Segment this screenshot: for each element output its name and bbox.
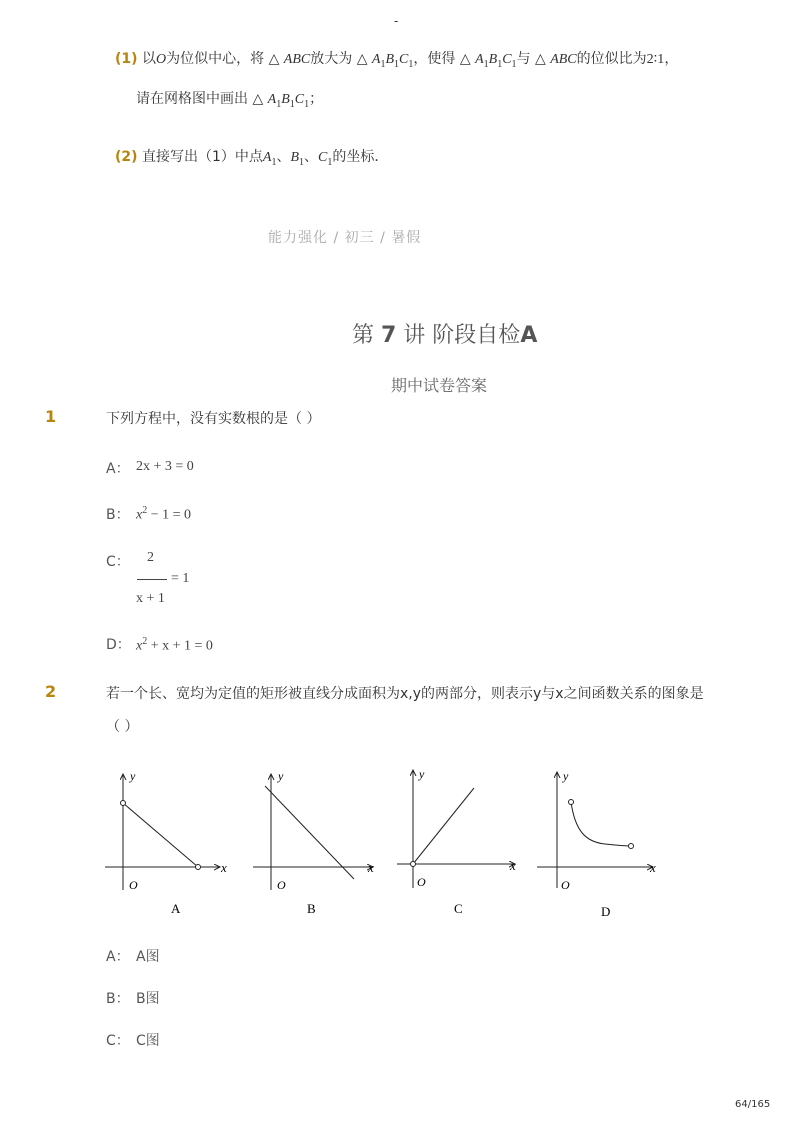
- part1-label: (1): [115, 51, 138, 67]
- sub-1: 1: [380, 58, 386, 70]
- part1-line1: [115, 48, 678, 70]
- open-point: [121, 801, 126, 806]
- part1-text-b: 为位似中心，将 △: [166, 51, 284, 67]
- point-a1: A: [267, 92, 277, 107]
- x-label: x: [221, 860, 227, 875]
- part1-text-f: 的位似比为: [576, 51, 647, 67]
- course-breadcrumb: 能力强化 / 初三 / 暑假: [268, 230, 422, 246]
- open-point: [196, 865, 201, 870]
- question-number: 1: [45, 407, 57, 426]
- point-a1: A: [475, 52, 484, 67]
- y-label: y: [130, 769, 136, 783]
- point-b1: B: [488, 52, 498, 67]
- open-point: [569, 800, 574, 805]
- math-rest: − 1 = 0: [147, 507, 192, 523]
- sub-1: 1: [327, 156, 333, 168]
- sub-1: 1: [299, 156, 305, 168]
- lecture-title-main: 讲 阶段自检: [396, 323, 521, 348]
- option-label: B：: [106, 991, 130, 1007]
- ratio: 2∶1: [646, 52, 665, 67]
- triangle-abc: ABC: [550, 52, 577, 67]
- sub-1: 1: [408, 58, 414, 70]
- graph-caption: B: [307, 901, 316, 916]
- origin-label: O: [561, 878, 570, 892]
- point-b1: B: [281, 92, 290, 107]
- origin-label: O: [277, 878, 286, 892]
- sub-1: 1: [304, 98, 310, 110]
- page-number: 64/165: [735, 1099, 771, 1110]
- option-label: B：: [106, 507, 130, 523]
- graph-curve: [571, 802, 631, 846]
- triangle-abc: ABC: [283, 52, 311, 67]
- question-stem: 下列方程中，没有实数根的是（ ）: [106, 411, 321, 427]
- x-label: x: [368, 860, 374, 875]
- part1-text-d: ，使得 △: [413, 51, 476, 67]
- x-label: x: [650, 860, 656, 875]
- question-number: 2: [45, 682, 57, 701]
- part1-text-line2-end: ；: [309, 91, 324, 107]
- part1-line2: [136, 88, 323, 110]
- graph-a: [105, 769, 227, 916]
- part1-text-line2: 请在网格图中画出 △: [136, 91, 268, 107]
- option-label: D：: [106, 637, 131, 653]
- point-c1: C: [399, 52, 409, 67]
- math-var: x: [136, 507, 143, 523]
- origin-label: O: [417, 875, 426, 889]
- sub-1: 1: [394, 58, 400, 70]
- option-label: C：: [106, 554, 130, 570]
- fraction-numerator: 2: [147, 550, 154, 565]
- part1-text-e: 与 △: [516, 51, 551, 67]
- part2-label: (2): [115, 149, 138, 165]
- sub-1: 1: [276, 98, 282, 110]
- question-stem-line1: 若一个长、宽均为定值的矩形被直线分成面积为x,y的两部分，则表示y与x之间函数关系的图象是: [106, 686, 704, 702]
- math-exp: 2: [142, 636, 148, 647]
- part1-text-g: ，: [664, 51, 679, 67]
- part2-text-b: 的坐标．: [332, 149, 389, 165]
- y-label: y: [278, 769, 284, 783]
- fraction-denominator: x + 1: [136, 591, 165, 606]
- graph-line: [265, 786, 354, 879]
- graph-caption: A: [171, 901, 181, 916]
- option-text: A图: [136, 949, 160, 965]
- origin-label: O: [129, 878, 138, 892]
- graph-caption: D: [601, 904, 611, 919]
- graph-d: [537, 769, 656, 919]
- option-label: A：: [106, 949, 130, 965]
- sub-1: 1: [483, 58, 489, 70]
- point-c1: C: [318, 150, 328, 165]
- sub-1: 1: [271, 156, 277, 168]
- separator: 、: [276, 149, 291, 165]
- graph-caption: C: [454, 901, 463, 916]
- y-label: y: [419, 767, 425, 781]
- point-o: O: [156, 52, 167, 67]
- top-mark: -: [394, 14, 399, 28]
- point-b1: B: [385, 52, 395, 67]
- y-label: y: [563, 769, 569, 783]
- lecture-number: 7: [381, 323, 397, 348]
- open-point: [629, 844, 634, 849]
- part2-text-a: 直接写出（1）中点: [142, 149, 263, 165]
- part1-text-c: 放大为 △: [310, 51, 372, 67]
- fraction-bar: [137, 579, 167, 580]
- question-stem-line2: （ ）: [106, 719, 139, 735]
- sub-1: 1: [497, 58, 503, 70]
- point-c1: C: [502, 52, 512, 67]
- separator: 、: [304, 149, 319, 165]
- open-point: [411, 862, 416, 867]
- option-label: A：: [106, 461, 130, 477]
- option-expression: [136, 636, 213, 655]
- math-rest: + x + 1 = 0: [147, 638, 213, 654]
- graph-b: [253, 769, 374, 916]
- lecture-title: [352, 318, 537, 349]
- math-exp: 2: [142, 505, 148, 516]
- fraction-rhs: = 1: [171, 571, 190, 586]
- graph-line: [123, 803, 198, 867]
- lecture-title-suffix: A: [520, 323, 538, 348]
- option-text: C图: [136, 1033, 160, 1049]
- lecture-title-prefix: 第: [352, 323, 381, 348]
- math-var: x: [136, 638, 143, 654]
- part2-line: [115, 146, 388, 168]
- point-a1: A: [262, 150, 272, 165]
- option-expression: [136, 505, 191, 524]
- x-label: x: [510, 858, 516, 873]
- part1-text-a: 以: [142, 51, 156, 67]
- option-expression: 2x + 3 = 0: [136, 459, 194, 474]
- point-a1: A: [371, 52, 381, 67]
- option-text: B图: [136, 991, 160, 1007]
- point-b1: B: [290, 150, 300, 165]
- graph-c: [397, 767, 516, 916]
- sub-1: 1: [289, 98, 295, 110]
- graph-line: [413, 788, 474, 864]
- sub-1: 1: [511, 58, 517, 70]
- section-subtitle: 期中试卷答案: [391, 376, 488, 395]
- option-label: C：: [106, 1033, 130, 1049]
- function-graphs: [95, 760, 665, 925]
- point-c1: C: [294, 92, 305, 107]
